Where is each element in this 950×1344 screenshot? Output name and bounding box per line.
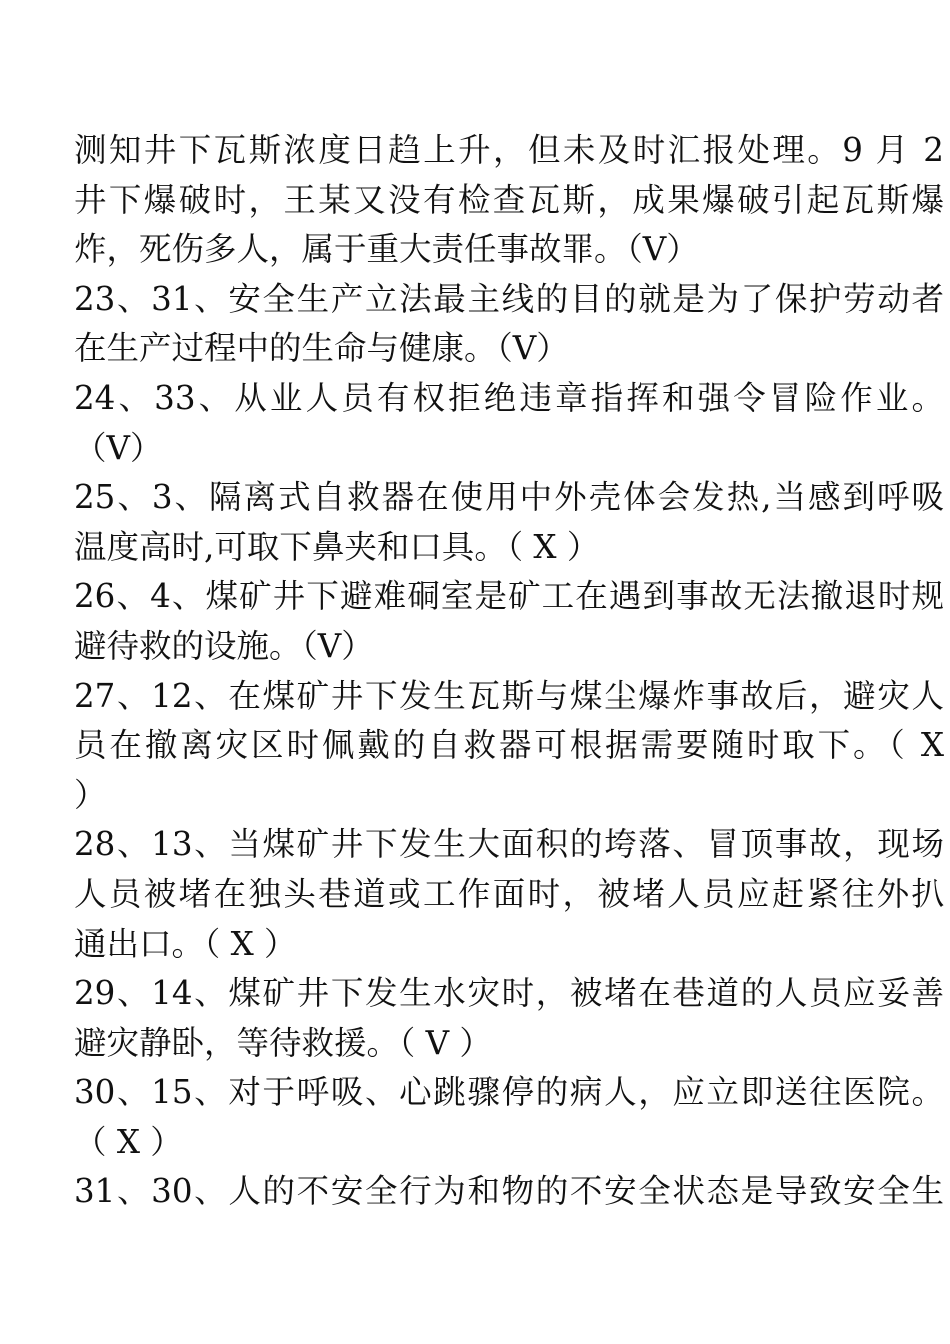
- text-line: 28、13、当煤矿井下发生大面积的垮落、冒顶事故，现场: [74, 825, 944, 864]
- text-line: 测知井下瓦斯浓度日趋上升，但未及时汇报处理。9 月 2: [74, 131, 944, 169]
- text-line: 29、14、煤矿井下发生水灾时，被堵在巷道的人员应妥善: [74, 974, 944, 1013]
- text-line: （V）: [74, 428, 163, 467]
- text-line: 在生产过程中的生命与健康。（V）: [74, 329, 569, 368]
- text-line: 26、4、煤矿井下避难硐室是矿工在遇到事故无法撤退时规: [74, 577, 944, 616]
- text-line: 25、3、隔离式自救器在使用中外壳体会发热,当感到呼吸: [74, 478, 944, 517]
- text-line: 避灾静卧，等待救援。（ V ）: [74, 1023, 492, 1062]
- text-line: （ X ）: [74, 1122, 183, 1161]
- text-line: 24、33、从业人员有权拒绝违章指挥和强令冒险作业。: [74, 378, 944, 417]
- text-line: 井下爆破时，王某又没有检查瓦斯，成果爆破引起瓦斯爆: [74, 180, 944, 219]
- text-line: 30、15、对于呼吸、心跳骤停的病人，应立即送往医院。: [74, 1073, 944, 1112]
- text-line: ）: [74, 775, 107, 814]
- text-line: 炸，死伤多人，属于重大责任事故罪。（V）: [74, 230, 699, 269]
- text-line: 31、30、人的不安全行为和物的不安全状态是导致安全生: [74, 1172, 944, 1211]
- text-line: 人员被堵在独头巷道或工作面时，被堵人员应赶紧往外扒: [74, 874, 944, 913]
- text-line: 员在撤离灾区时佩戴的自救器可根据需要随时取下。（ X: [74, 726, 944, 765]
- text-line: 避待救的设施。（V）: [74, 626, 374, 665]
- text-line: 23、31、安全生产立法最主线的目的就是为了保护劳动者: [74, 279, 944, 318]
- text-line: 通出口。（ X ）: [74, 924, 297, 963]
- document-body: [74, 126, 944, 1217]
- text-line: 27、12、在煤矿井下发生瓦斯与煤尘爆炸事故后，避灾人: [74, 676, 944, 715]
- text-line: 温度高时,可取下鼻夹和口具。（ X ）: [74, 527, 600, 566]
